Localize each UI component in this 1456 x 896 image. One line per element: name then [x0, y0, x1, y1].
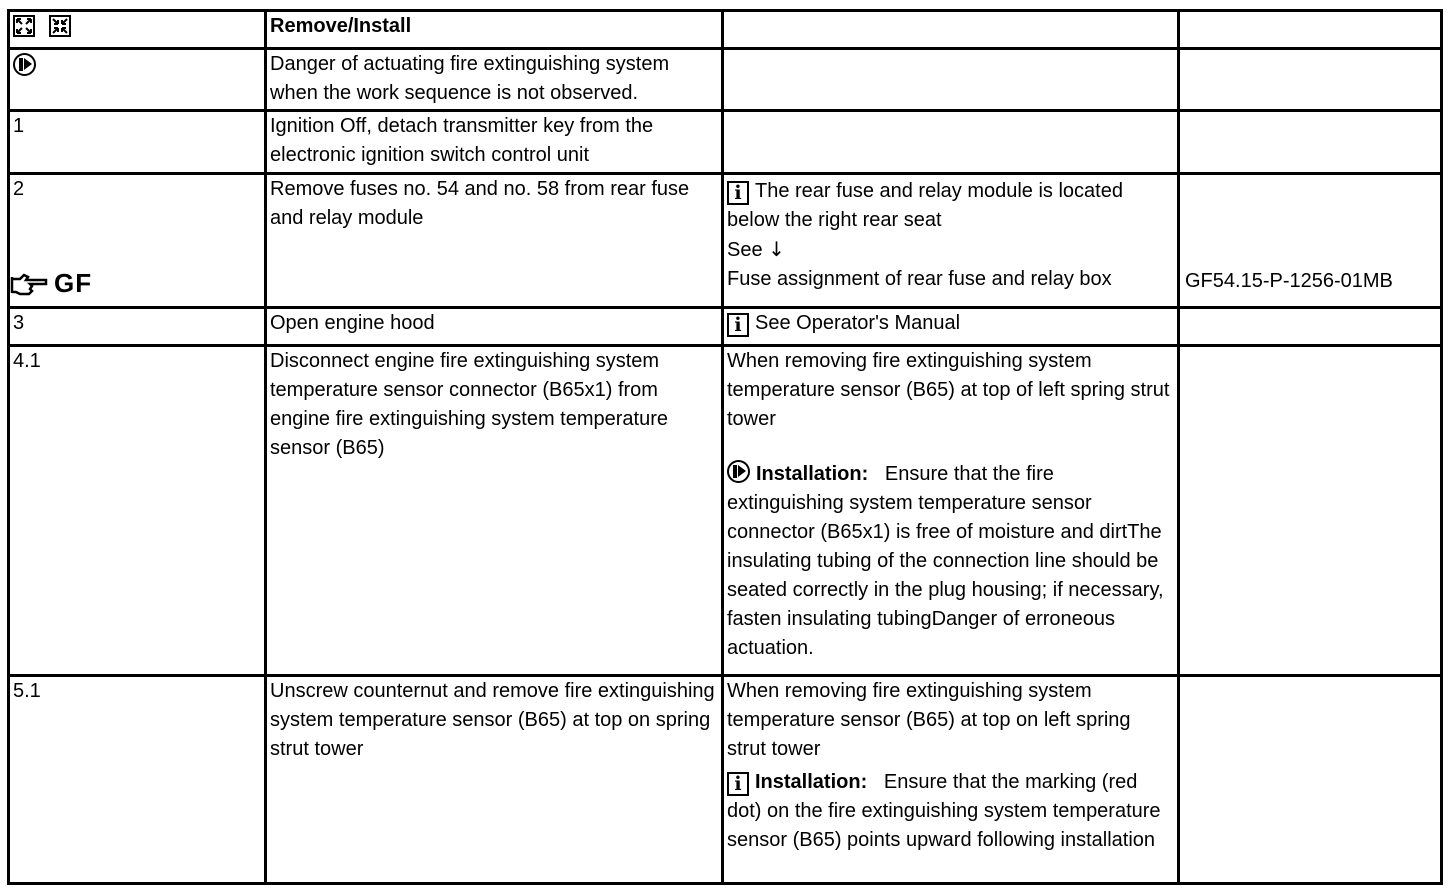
note-text: See Operator's Manual: [755, 312, 961, 334]
installation-text: Ensure that the marking (red dot) on the fire extinguishing system temperature sensor (B65) points upward following installation: [727, 771, 1161, 851]
table-row: [9, 111, 1442, 174]
action-cell: Ignition Off, detach transmitter key from the electronic ignition switch control unit: [266, 111, 723, 174]
table-header-row: [9, 11, 1442, 49]
action-cell: Danger of actuating fire extinguishing system when the work sequence is not observed.: [266, 49, 723, 111]
action-cell: Unscrew counternut and remove fire extinguishing system temperature sensor (B65) at top on spring strut tower: [266, 676, 723, 884]
step-number: 2: [13, 178, 25, 200]
note-cell: [723, 346, 1179, 676]
note-cell: [723, 174, 1179, 308]
action-cell: Open engine hood: [266, 308, 723, 346]
reference-code[interactable]: GF54.15-P-1256-01MB: [1185, 270, 1393, 292]
note-cell: [723, 308, 1179, 346]
note-text: The rear fuse and relay module is located below the right rear seat: [727, 180, 1123, 231]
header-empty-cell-4: [1179, 11, 1442, 49]
note-cell: [723, 49, 1179, 111]
action-cell: Disconnect engine fire extinguishing system temperature sensor connector (B65x1) from engine fire extinguishing system temperature sensor (B65): [266, 346, 723, 676]
installation-text: Ensure that the fire extinguishing system temperature sensor connector (B65x1) is free of moisture and dirtThe insulating tubing of the connection line should be seated correctly in the plug housing; if necessary, fasten insulating tubingDanger of erroneous actuation.: [727, 463, 1164, 659]
step-number: 3: [9, 308, 266, 346]
installation-label: Installation:: [756, 463, 869, 485]
step-cell: [9, 49, 266, 111]
reference-title[interactable]: Fuse assignment of rear fuse and relay box: [727, 268, 1112, 290]
info-icon: i: [727, 181, 749, 205]
action-cell: Remove fuses no. 54 and no. 58 from rear fuse and relay module: [266, 174, 723, 308]
step-number: 4.1: [9, 346, 266, 676]
ref-cell: [1179, 111, 1442, 174]
expand-icon[interactable]: [13, 15, 35, 46]
gf-reference-link[interactable]: [10, 269, 92, 298]
warning-icon: [727, 460, 750, 483]
header-empty-cell-3: [723, 11, 1179, 49]
gf-label: GF: [54, 268, 93, 298]
table-row: [9, 174, 1442, 308]
note-text: When removing fire extinguishing system temperature sensor (B65) at top of left spring strut tower: [727, 350, 1170, 430]
warning-icon: [13, 53, 36, 76]
table-row: [9, 676, 1442, 884]
ref-cell: [1179, 676, 1442, 884]
ref-cell: [1179, 49, 1442, 111]
pointing-hand-icon: [10, 271, 50, 297]
header-icons-cell: [9, 11, 266, 49]
info-icon: i: [727, 772, 749, 796]
installation-label: Installation:: [755, 771, 868, 793]
note-text: When removing fire extinguishing system temperature sensor (B65) at top on left spring strut tower: [727, 680, 1131, 760]
table-row: [9, 346, 1442, 676]
table-row: [9, 308, 1442, 346]
ref-cell: [1179, 308, 1442, 346]
collapse-icon[interactable]: [49, 15, 71, 46]
arrow-down-icon: ↓: [768, 237, 785, 261]
info-icon: i: [727, 313, 749, 337]
step-cell: [9, 174, 266, 308]
step-number: 1: [9, 111, 266, 174]
table-row: [9, 49, 1442, 111]
note-cell: [723, 676, 1179, 884]
header-title: Remove/Install: [266, 11, 723, 49]
step-number: 5.1: [9, 676, 266, 884]
procedure-table: [7, 9, 1443, 885]
see-reference[interactable]: See ↓: [727, 237, 785, 261]
ref-cell: [1179, 346, 1442, 676]
ref-cell: [1179, 174, 1442, 308]
note-cell: [723, 111, 1179, 174]
